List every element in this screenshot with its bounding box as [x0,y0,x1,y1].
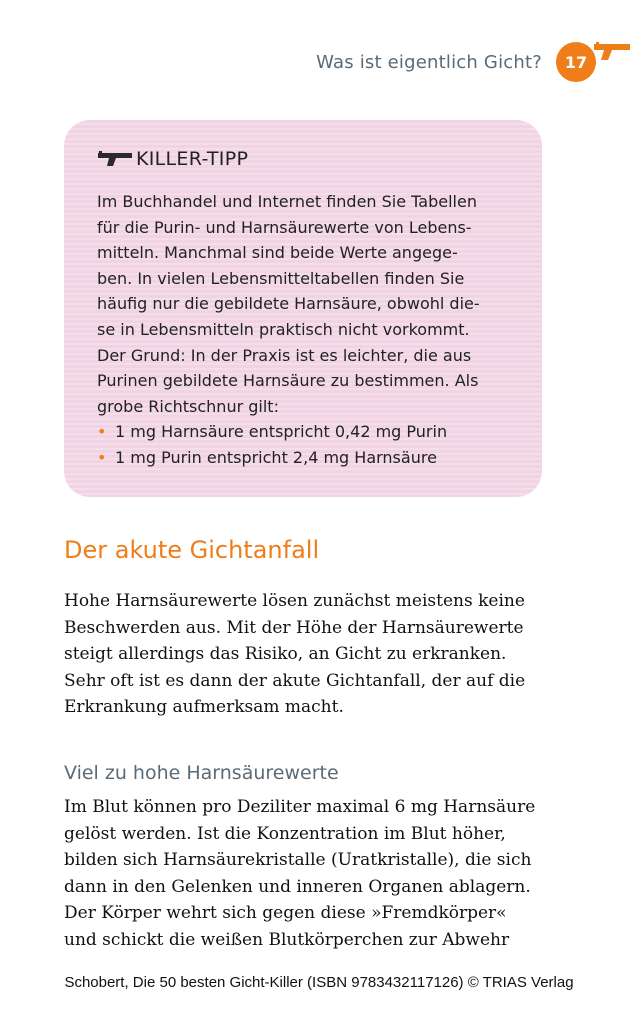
paragraph-line: Erkrankung aufmerksam macht. [64,697,344,718]
paragraph-line: Hohe Harnsäurewerte lösen zunächst meistens keine [64,591,525,611]
bullet-text: 1 mg Harnsäure entspricht 0,42 mg Purin [115,422,448,442]
paragraph-line: steigt allerdings das Risiko, an Gicht zu erkranken. [64,644,507,665]
tip-line: häufig nur die gebildete Harnsäure, obwohl die- [97,294,480,314]
section-heading: Der akute Gichtanfall [64,536,320,564]
gun-icon [98,151,132,167]
subheading: Viel zu hohe Harnsäurewerte [64,762,339,784]
paragraph-line: Beschwerden aus. Mit der Höhe der Harnsäurewerte [64,617,524,638]
paragraph-line: Der Körper wehrt sich gegen diese »Fremdkörper« [64,903,507,924]
paragraph [64,794,564,954]
paragraph-line: Im Blut können pro Deziliter maximal 6 mg Harnsäure [64,797,536,817]
tip-line: mitteln. Manchmal sind beide Werte angege- [97,243,458,263]
footer-citation: Schobert, Die 50 besten Gicht-Killer (ISBN 9783432117126) © TRIAS Verlag [64,974,574,991]
bullet-item [97,445,517,471]
paragraph-line: gelöst werden. Ist die Konzentration im Blut höher, [64,823,506,844]
tip-line: Purinen gebildete Harnsäure zu bestimmen. Als [97,371,479,391]
tip-line: für die Purin- und Harnsäurewerte von Lebens- [97,217,472,237]
tip-line: Der Grund: In der Praxis ist es leichter, die aus [97,345,472,365]
bullet-icon: • [97,422,107,442]
tip-header [98,148,248,170]
bullet-text: 1 mg Purin entspricht 2,4 mg Harnsäure [115,447,437,467]
running-title: Was ist eigentlich Gicht? [316,52,542,73]
tip-line: ben. In vielen Lebensmitteltabellen finden Sie [97,268,465,288]
tip-line: se in Lebensmitteln praktisch nicht vorkommt. [97,319,470,339]
tip-title: KILLER-TIPP [136,148,249,170]
bullet-icon: • [97,447,107,467]
paragraph [64,588,564,721]
paragraph-line: bilden sich Harnsäurekristalle (Uratkristalle), die sich [64,850,532,871]
page-number-badge: 17 [556,42,596,82]
tip-line: Im Buchhandel und Internet finden Sie Tabellen [97,192,477,211]
tip-line: grobe Richtschnur gilt: [97,396,279,416]
tip-body [97,189,517,471]
paragraph-line: und schickt die weißen Blutkörperchen zur Abwehr [64,929,510,950]
paragraph-line: dann in den Gelenken und inneren Organen ablagern. [64,876,531,897]
paragraph-line: Sehr oft ist es dann der akute Gichtanfall, der auf die [64,670,526,691]
gun-icon [592,40,632,62]
bullet-item [97,419,517,445]
